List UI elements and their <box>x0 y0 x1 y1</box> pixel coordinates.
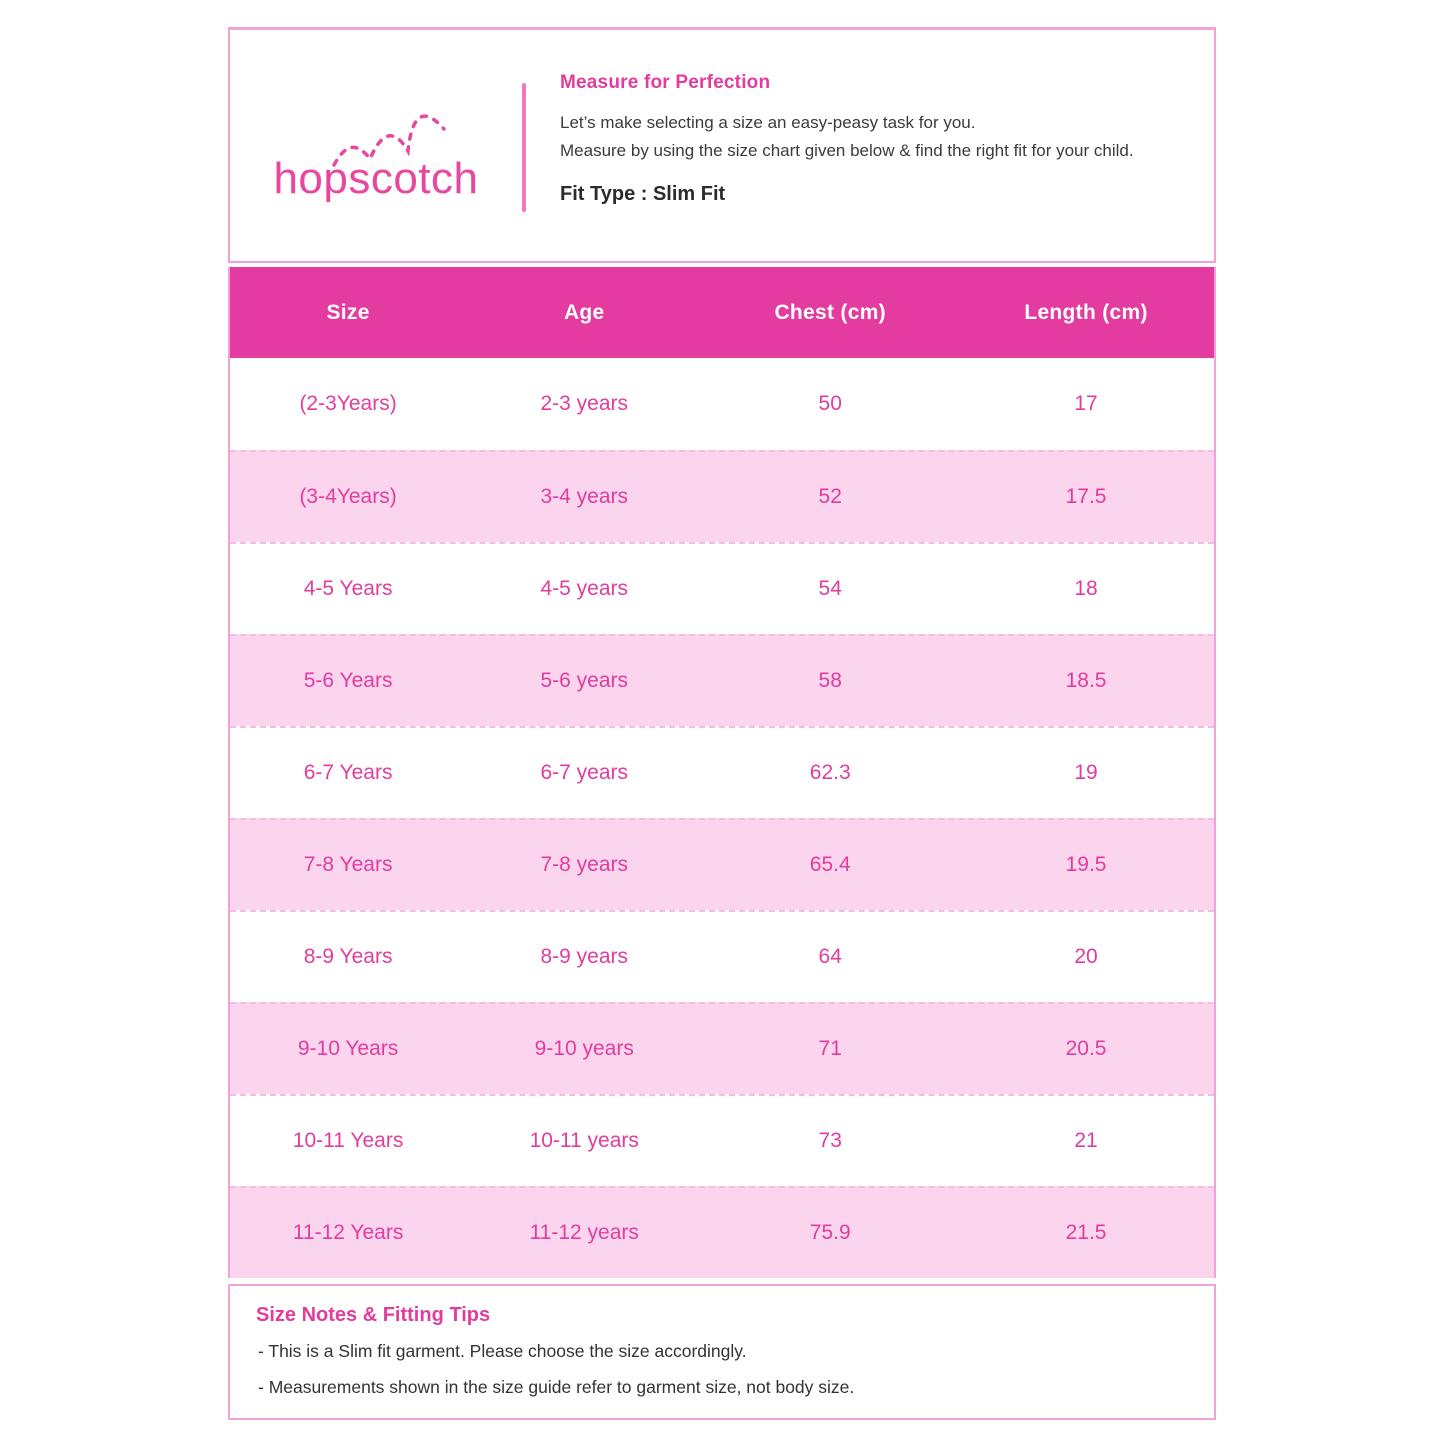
cell-age: 4-5 years <box>540 577 628 600</box>
logo-text: hopscotch <box>273 153 479 203</box>
measure-title: Measure for Perfection <box>560 72 771 93</box>
cell-chest: 65.4 <box>809 853 851 876</box>
table-row <box>230 634 1214 726</box>
table-row <box>230 910 1214 1002</box>
cell-chest: 64 <box>818 945 842 968</box>
cell-age: 8-9 years <box>540 945 628 968</box>
cell-length: 17.5 <box>1065 485 1107 508</box>
column-header-size: Size <box>326 300 370 324</box>
table-row <box>230 818 1214 910</box>
cell-chest: 73 <box>818 1129 842 1152</box>
table-row <box>230 542 1214 634</box>
cell-size: 6-7 Years <box>303 761 393 784</box>
cell-size: 11-12 Years <box>292 1221 404 1244</box>
cell-size: 4-5 Years <box>303 577 393 600</box>
cell-length: 17 <box>1074 392 1098 415</box>
table-row <box>230 1002 1214 1094</box>
cell-size: 10-11 Years <box>292 1129 404 1152</box>
cell-size: (2-3Years) <box>299 392 397 415</box>
hopscotch-logo-icon <box>256 81 496 211</box>
cell-size: 9-10 Years <box>297 1037 399 1060</box>
cell-age: 11-12 years <box>529 1221 639 1244</box>
column-header-length: Length (cm) <box>1024 300 1148 324</box>
column-header-chest: Chest (cm) <box>774 300 886 324</box>
cell-chest: 52 <box>818 485 842 508</box>
cell-age: 10-11 years <box>529 1129 639 1152</box>
cell-length: 21.5 <box>1065 1221 1107 1244</box>
table-header-row <box>230 267 1214 358</box>
cell-age: 2-3 years <box>540 392 628 415</box>
cell-length: 19.5 <box>1065 853 1107 876</box>
notes-title: Size Notes & Fitting Tips <box>256 1304 491 1326</box>
cell-age: 3-4 years <box>540 485 628 508</box>
cell-length: 20.5 <box>1065 1037 1107 1060</box>
cell-size: 5-6 Years <box>303 669 393 692</box>
intro-line-2: Measure by using the size chart given below & find the right fit for your child. <box>560 141 1134 160</box>
cell-length: 20 <box>1074 945 1098 968</box>
cell-chest: 58 <box>818 669 842 692</box>
brand-logo <box>230 30 522 261</box>
cell-size: (3-4Years) <box>299 485 397 508</box>
table-row <box>230 726 1214 818</box>
cell-size: 7-8 Years <box>303 853 393 876</box>
note-item: - Measurements shown in the size guide refer to garment size, not body size. <box>258 1377 855 1397</box>
cell-length: 19 <box>1074 761 1098 784</box>
cell-age: 5-6 years <box>540 669 628 692</box>
notes-card <box>228 1284 1216 1420</box>
cell-chest: 71 <box>818 1037 842 1060</box>
table-row <box>230 1094 1214 1186</box>
column-header-age: Age <box>563 300 605 324</box>
cell-chest: 54 <box>818 577 842 600</box>
cell-size: 8-9 Years <box>303 945 393 968</box>
cell-length: 18.5 <box>1065 669 1107 692</box>
cell-chest: 75.9 <box>809 1221 851 1244</box>
cell-chest: 62.3 <box>809 761 851 784</box>
cell-chest: 50 <box>818 392 842 415</box>
cell-length: 21 <box>1074 1129 1098 1152</box>
note-item: - This is a Slim fit garment. Please choose the size accordingly. <box>258 1341 747 1361</box>
cell-age: 6-7 years <box>540 761 628 784</box>
table-row <box>230 358 1214 450</box>
cell-length: 18 <box>1074 577 1098 600</box>
header-card <box>228 27 1216 263</box>
table-row <box>230 1186 1214 1278</box>
table-body <box>230 358 1214 1278</box>
fit-type-label: Fit Type : Slim Fit <box>560 183 726 205</box>
cell-age: 9-10 years <box>534 1037 634 1060</box>
size-chart-table <box>228 267 1216 1278</box>
table-row <box>230 450 1214 542</box>
header-text-block <box>526 30 1214 261</box>
intro-line-1: Let’s make selecting a size an easy-peasy task for you. <box>560 113 976 132</box>
cell-age: 7-8 years <box>540 853 628 876</box>
size-guide-page <box>228 27 1216 1420</box>
